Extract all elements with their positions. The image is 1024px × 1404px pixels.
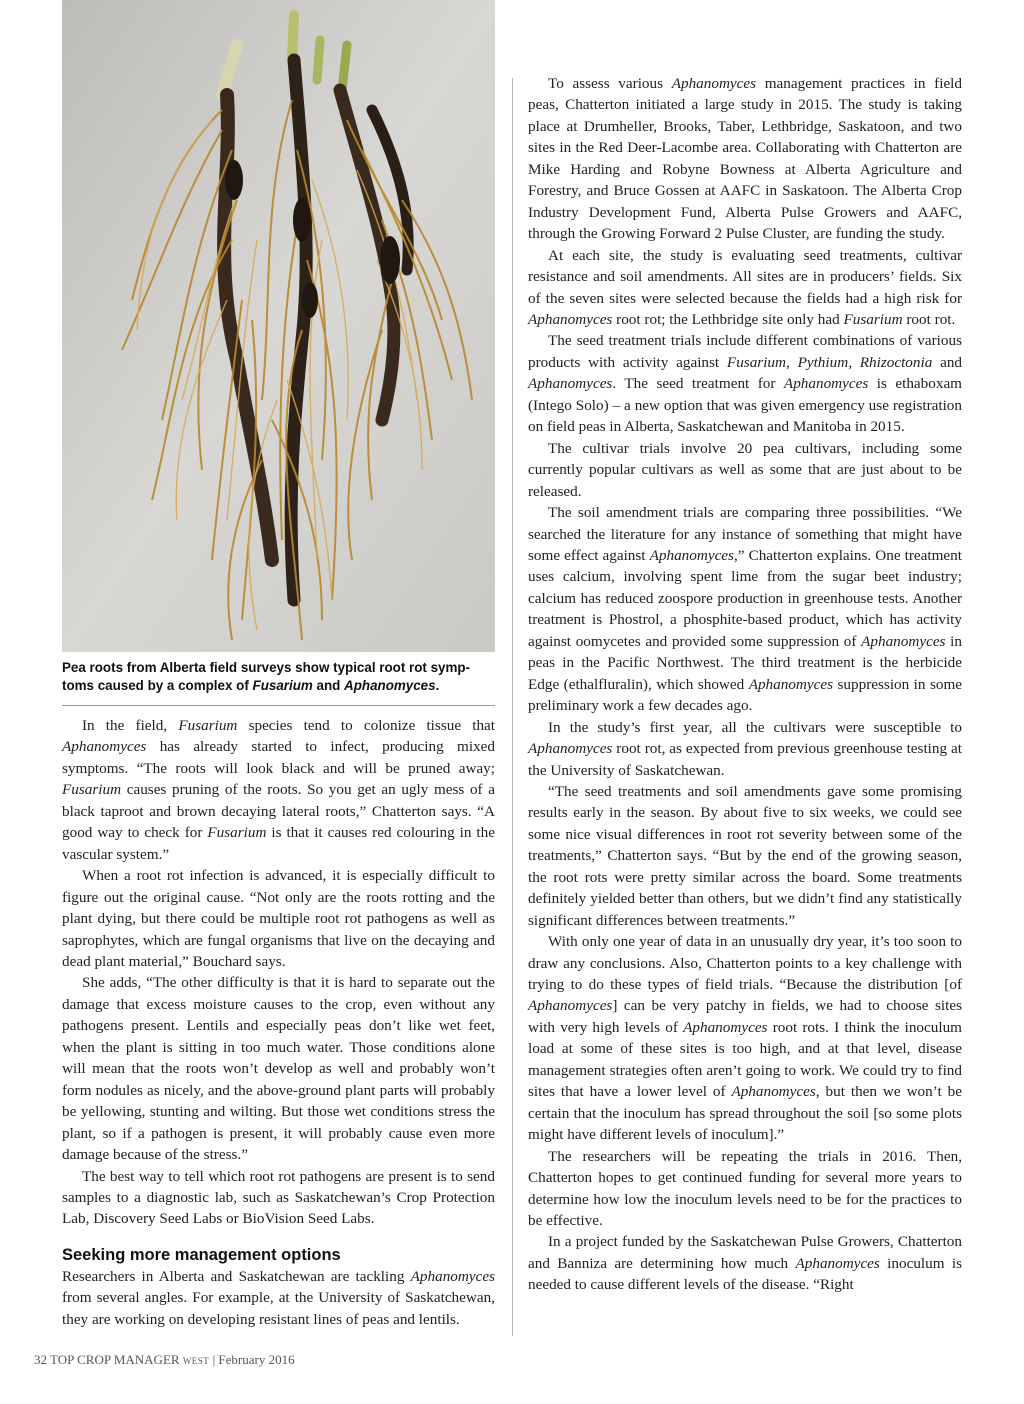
- right-paragraph-8: With only one year of data in an unusually dry year, it’s too soon to draw any conclusions. Also, Chatterton points to a key challenge with trying to do these types of field trials. “Because the distribution [of Aphanomyces] can be very patchy in fields, we had to choose sites with very high levels of Aphanomyces root rots. I think the inoculum load at some of these sites is too high, and at that level, disease management strategies often aren’t going to work. We could try to find sites that have a lower level of Aphanomyces, but then we won’t be certain that the inoculum has spread throughout the soil [so some plots might have different levels of inoculum].”: [528, 933, 962, 1144]
- italic-term: Aphanomyces: [528, 310, 613, 328]
- left-paragraph-1: In the field, Fusarium species tend to colonize tissue that Aphanomyces has already started to infect, producing mixed symptoms. “The roots will look black and will be pruned away; Fusarium causes pruning of the roots. So you get an ugly mess of a black taproot and brown decaying lateral roots,” Chatterton says. “A good way to check for Fusarium is that it causes red colouring in the vascular system.”: [62, 717, 495, 863]
- issue-date: February 2016: [218, 1352, 295, 1367]
- right-paragraph-3: The seed treatment trials include different combinations of various products with activity against Fusarium, Pythium, Rhizoctonia and Aphanomyces. The seed treatment for Aphanomyces is ethaboxam (Intego Solo) – a new option that was given emergency use registration on field peas in Alberta, Saskatchewan and Manitoba in 2015.: [528, 332, 963, 436]
- right-column: [528, 73, 962, 1296]
- italic-term: Fusarium: [178, 717, 238, 734]
- right-paragraph-7: “The seed treatments and soil amendments gave some promising results early in the season. By about five to six weeks, we could see some nice visual differences in root rot severity between some of the treatments,” Chatterton says. “But by the end of the growing season, the root rots were pretty similar across the board. Some treatments definitely yielded better than others, but we didn’t find any statistically significant differences between treatments.”: [528, 782, 962, 929]
- italic-term: Fusarium: [207, 824, 267, 842]
- italic-term: Aphanomyces: [748, 675, 834, 693]
- italic-term: Rhizoctonia: [859, 353, 933, 371]
- left-paragraph-2: When a root rot infection is advanced, it is especially difficult to figure out the original cause. “Not only are the roots rotting and the plant dying, but there could be multiple root rot pathogens as well as saprophytes, which are fungal organisms that live on the decaying and dead plant material,” Bouchard says.: [62, 867, 495, 970]
- left-paragraph-3: She adds, “The other difficulty is that it is hard to separate out the damage that excess moisture causes to the crop, even without any pathogens present. Lentils and especially peas don’t like wet feet, when the plant is sitting in too much water. Those conditions alone will mean that the roots won’t develop as well and probably won’t form nodules as nicely, and the above-ground plant parts will probably be yellowing, stunting and wilting. But those wet conditions stress the plant, so if a pathogen is present, it will probably cause even more damage because of the stress.”: [62, 974, 495, 1164]
- section-heading: Seeking more management options: [62, 1245, 341, 1264]
- right-paragraph-10: In a project funded by the Saskatchewan Pulse Growers, Chatterton and Banniza are determining how much Aphanomyces inoculum is needed to cause different levels of the disease. “Right: [528, 1233, 962, 1294]
- caption-aphanomyces: Aphanomyces: [344, 678, 436, 693]
- page-footer: [34, 1352, 295, 1368]
- italic-term: Aphanomyces: [649, 546, 734, 564]
- magazine-edition: WEST: [182, 1356, 210, 1366]
- caption-text: Pea roots from Alberta field surveys show typical root rot symp-toms caused by a complex of: [62, 660, 471, 693]
- right-paragraph-4: The cultivar trials involve 20 pea cultivars, including some currently popular cultivars as well as some that are just about to be released.: [528, 439, 962, 500]
- pea-roots-photo: [62, 0, 495, 652]
- left-paragraph-5: Researchers in Alberta and Saskatchewan are tackling Aphanomyces from several angles. For example, at the University of Saskatchewan, they are working on developing resistant lines of peas and lentils.: [62, 1267, 495, 1328]
- italic-term: Aphanomyces: [62, 738, 147, 756]
- italic-term: Fusarium: [726, 353, 786, 371]
- caption-and: and: [312, 678, 345, 693]
- right-paragraph-6: In the study’s first year, all the cultivars were susceptible to Aphanomyces root rot, as expected from previous greenhouse testing at the University of Saskatchewan.: [528, 718, 962, 779]
- italic-term: Aphanomyces: [528, 997, 613, 1015]
- italic-term: Aphanomyces: [683, 1018, 768, 1036]
- italic-term: Aphanomyces: [528, 375, 613, 393]
- column-divider: [512, 78, 513, 1336]
- photo-caption: [62, 659, 495, 695]
- pea-roots-illustration: [62, 0, 495, 652]
- caption-fusarium: Fusarium: [252, 678, 313, 693]
- right-paragraph-9: The researchers will be repeating the trials in 2016. Then, Chatterton hopes to get continued funding for several more years to determine how low the inoculum levels need to be for the practices to be effective.: [528, 1147, 962, 1230]
- italic-term: Fusarium: [843, 310, 903, 328]
- right-paragraph-1: To assess various Aphanomyces management practices in field peas, Chatterton initiated a large study in 2015. The study is taking place at Drumheller, Brooks, Taber, Lethbridge, Saskatoon, and two sites in the Red Deer-Lacombe area. Collaborating with Chatterton are Mike Harding and Robyne Bowness at Alberta Agriculture and Forestry, and Bruce Gossen at AAFC in Saskatoon. The Alberta Crop Industry Development Fund, Alberta Pulse Growers and AAFC, through the Growing Forward 2 Pulse Cluster, are funding the study.: [528, 75, 962, 243]
- right-paragraph-5: The soil amendment trials are comparing three possibilities. “We searched the literature for any instance of something that might have some effect against Aphanomyces,” Chatterton explains. One treatment uses calcium, involving spent lime from the sugar beet industry; calcium has reduced zoospore production in greenhouse tests. Another treatment is Phostrol, a phosphite-based product, which has activity against oomycetes and provided some suppression of Aphanomyces in peas in the Pacific Northwest. The third treatment is the herbicide Edge (ethalfluralin), which showed Aphanomyces suppression in some preliminary work a few decades ago.: [528, 504, 963, 715]
- italic-term: Fusarium: [62, 781, 122, 799]
- italic-term: Aphanomyces: [671, 75, 757, 92]
- italic-term: Aphanomyces: [795, 1254, 880, 1272]
- caption-divider: [62, 705, 495, 706]
- left-paragraph-4: The best way to tell which root rot pathogens are present is to send samples to a diagnostic lab, such as Saskatchewan’s Crop Protection Lab, Discovery Seed Labs or BioVision Seed Labs.: [62, 1167, 495, 1228]
- italic-term: Aphanomyces: [528, 740, 613, 758]
- italic-term: Pythium: [797, 353, 849, 371]
- italic-term: Aphanomyces: [783, 375, 869, 393]
- left-column: [62, 715, 495, 1330]
- italic-term: Aphanomyces: [861, 632, 946, 650]
- italic-term: Aphanomyces: [410, 1267, 495, 1285]
- right-paragraph-2: At each site, the study is evaluating seed treatments, cultivar resistance and soil amendments. All sites are in producers’ fields. Six of the seven sites were selected because the fields had a high risk for Aphanomyces root rot; the Lethbridge site only had Fusarium root rot.: [528, 246, 962, 328]
- footer-separator: |: [212, 1352, 216, 1367]
- page-number: 32: [34, 1352, 47, 1367]
- magazine-name: TOP CROP MANAGER: [50, 1352, 180, 1367]
- caption-period: .: [435, 678, 440, 693]
- italic-term: Aphanomyces: [731, 1083, 816, 1101]
